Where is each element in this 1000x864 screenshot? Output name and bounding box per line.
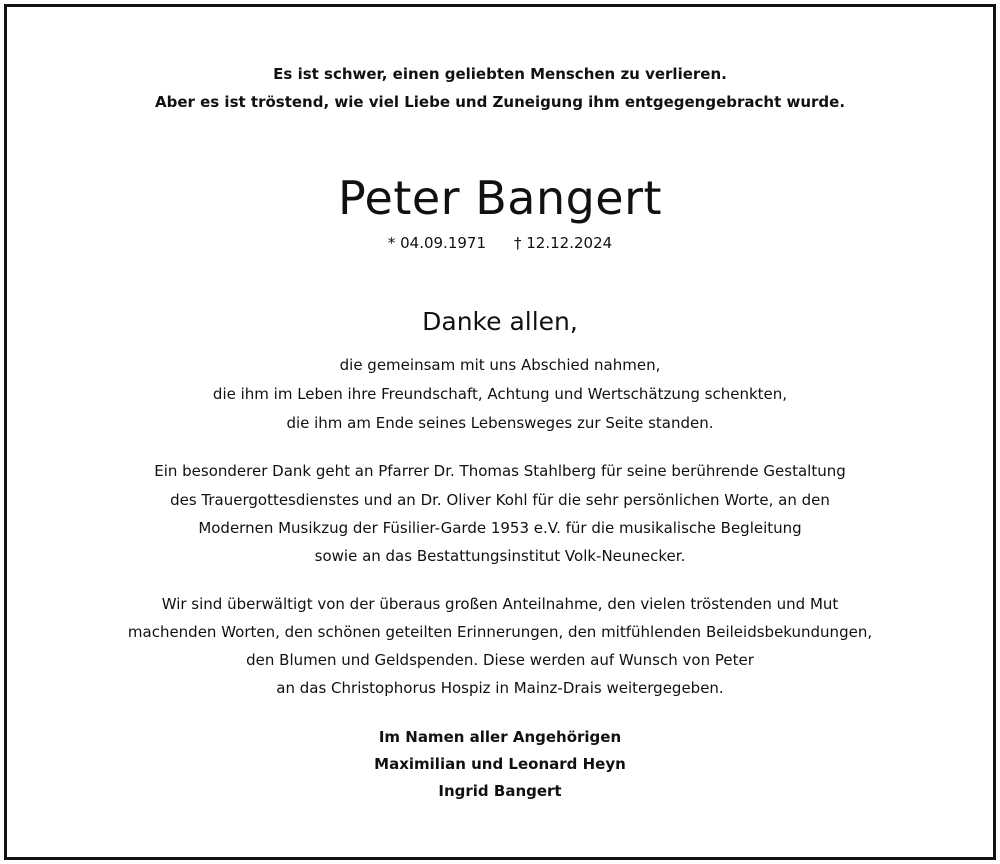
- paragraph1-line-2: die ihm im Leben ihre Freundschaft, Achtung und Wertschätzung schenkten,: [212, 385, 788, 403]
- deceased-name: Peter Bangert: [337, 171, 663, 225]
- intro-line-1: Es ist schwer, einen geliebten Menschen zu verlieren.: [273, 65, 727, 83]
- paragraph2-line-2: des Trauergottesdienstes und an Dr. Oliver Kohl für die sehr persönlichen Worte, an den: [170, 491, 830, 509]
- paragraph3-line-3: den Blumen und Geldspenden. Diese werden auf Wunsch von Peter: [246, 651, 754, 669]
- intro-line-2: Aber es ist tröstend, wie viel Liebe und Zuneigung ihm entgegengebracht wurde.: [154, 93, 846, 111]
- life-dates: [0, 233, 1000, 253]
- paragraph2-line-4: sowie an das Bestattungsinstitut Volk-Neunecker.: [314, 547, 686, 565]
- paragraph1-line-1: die gemeinsam mit uns Abschied nahmen,: [339, 356, 661, 374]
- paragraph2-line-1: Ein besonderer Dank geht an Pfarrer Dr. Thomas Stahlberg für seine berührende Gestaltung: [154, 462, 846, 480]
- birth-date: * 04.09.1971: [387, 234, 486, 252]
- signature-line-1: Im Namen aller Angehörigen: [378, 728, 622, 746]
- signature-line-2: Maximilian und Leonard Heyn: [374, 755, 626, 773]
- paragraph3-line-4: an das Christophorus Hospiz in Mainz-Drais weitergegeben.: [276, 679, 724, 697]
- death-date: † 12.12.2024: [514, 234, 613, 252]
- signature-line-3: Ingrid Bangert: [438, 782, 562, 800]
- paragraph3-line-2: machenden Worten, den schönen geteilten Erinnerungen, den mitfühlenden Beileidsbekundungen,: [127, 623, 873, 641]
- thanks-heading: Danke allen,: [422, 307, 578, 336]
- paragraph1-line-3: die ihm am Ende seines Lebensweges zur Seite standen.: [286, 414, 714, 432]
- paragraph2-line-3: Modernen Musikzug der Füsilier-Garde 1953 e.V. für die musikalische Begleitung: [198, 519, 802, 537]
- paragraph3-line-1: Wir sind überwältigt von der überaus großen Anteilnahme, den vielen tröstenden und Mut: [161, 595, 839, 613]
